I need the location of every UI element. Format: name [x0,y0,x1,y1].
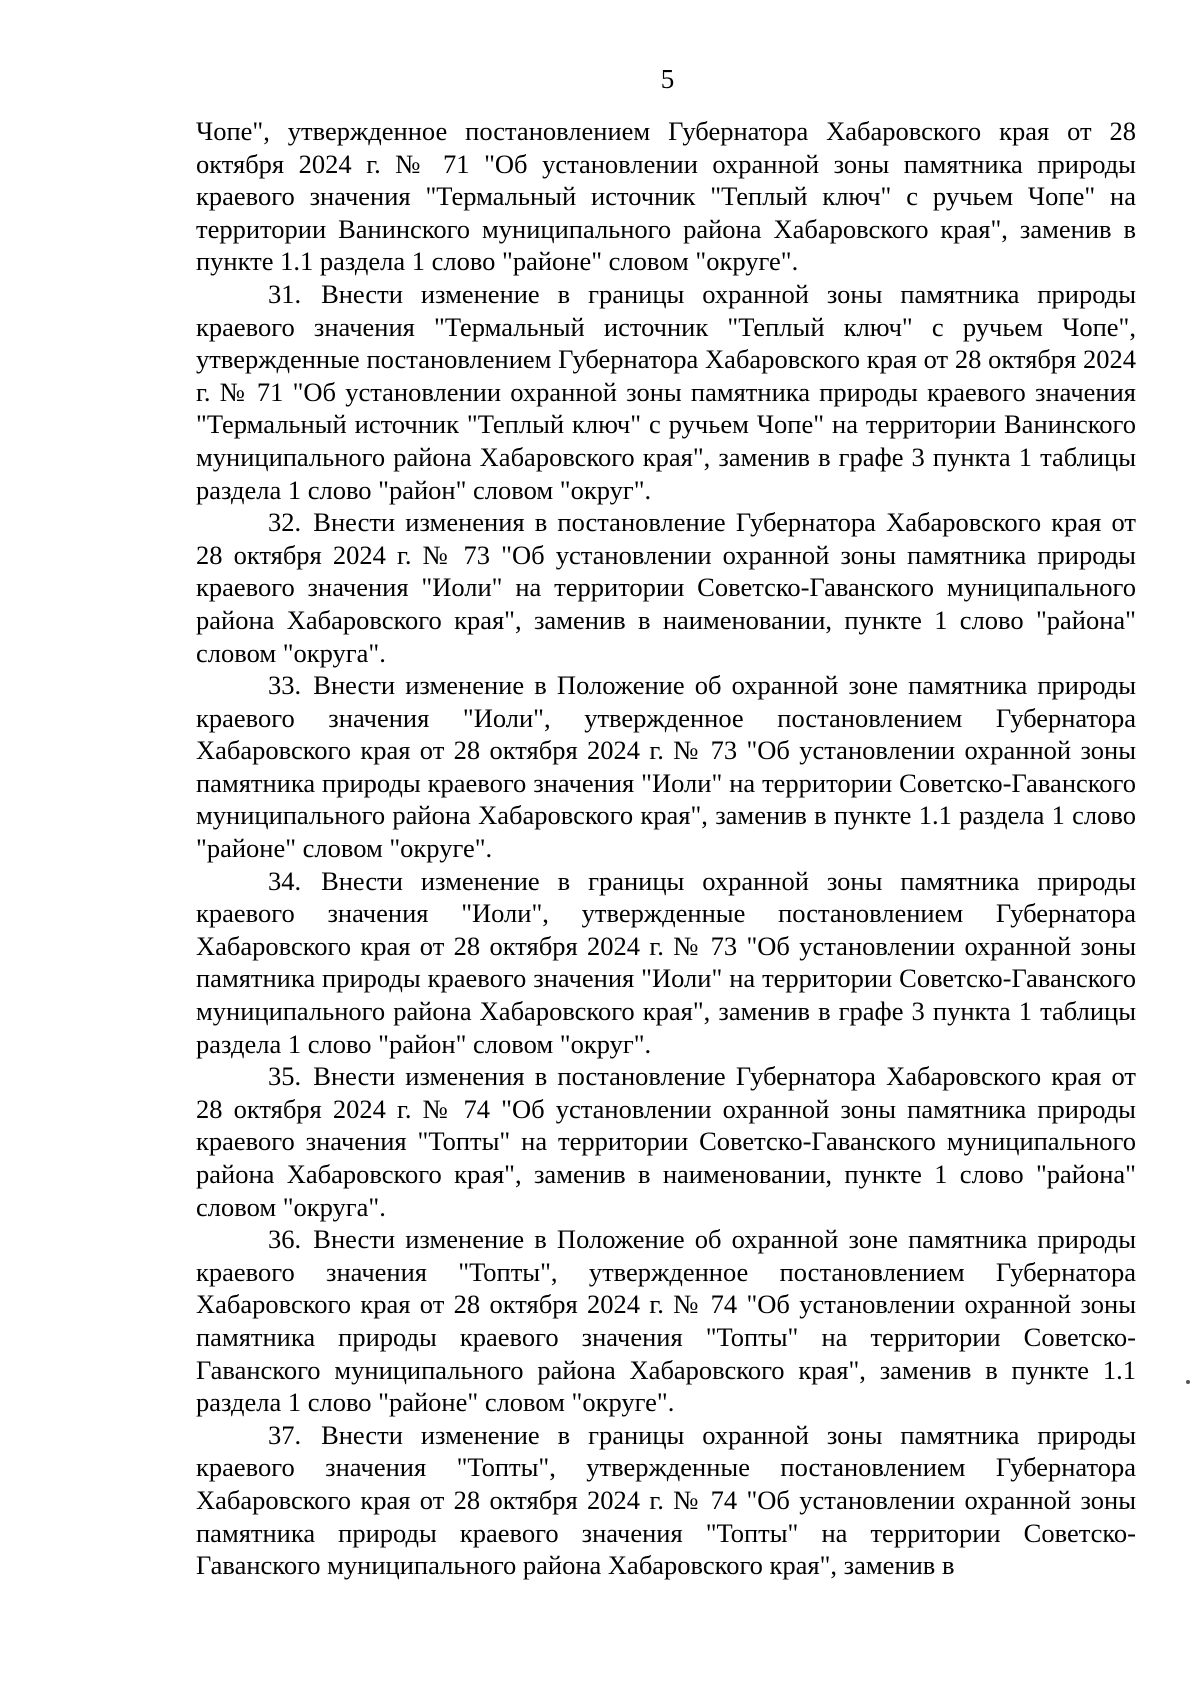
paragraph-item-33 [196,669,1136,865]
item-number: 34. [268,865,302,896]
document-body [196,115,1136,1582]
paragraph-item-35 [196,1060,1136,1223]
paragraph-item-34 [196,865,1136,1061]
item-number: 37. [268,1419,302,1450]
scan-speck [1186,1380,1190,1384]
paragraph-item-32 [196,506,1136,669]
paragraph-text: Внести изменение в границы охранной зоны памятника природы краевого значения "Термальный источник "Теплый ключ" с ручьем Чопе", утвержденные постановлением Губернатора Хабаровского края от 28 октября 2024 г. № 71 "Об установлении охранной зоны памятника природы краевого значения "Термальный источник "Теплый ключ" с ручьем Чопе" на территории Ванинского муниципального района Хабаровского края", заменив в графе 3 пункта 1 таблицы раздела 1 слово "район" словом "округ". [196,278,1137,505]
paragraph-text: Внести изменения в постановление Губернатора Хабаровского края от 28 октября 2024 г. № 74 "Об установлении охранной зоны памятника природы краевого значения "Топты" на территории Советско-Гаванского муниципального района Хабаровского края", заменив в наименовании, пункте 1 слово "района" словом "округа". [196,1061,1136,1222]
paragraph-item-36 [196,1223,1136,1419]
item-number: 35. [268,1061,302,1092]
paragraph-item-37 [196,1419,1136,1582]
item-number: 33. [268,670,302,701]
paragraph-text: Внести изменение в границы охранной зоны памятника природы краевого значения "Иоли", утвержденные постановлением Губернатора Хабаровского края от 28 октября 2024 г. № 73 "Об установлении охранной зоны памятника природы краевого значения "Иоли" на территории Советско-Гаванского муниципального района Хабаровского края", заменив в графе 3 пункта 1 таблицы раздела 1 слово "район" словом "округ". [196,865,1137,1059]
item-number: 36. [268,1224,302,1255]
item-number: 31. [268,278,302,309]
page-number: 5 [660,64,675,94]
paragraph-text: Чопе", утвержденное постановлением Губернатора Хабаровского края от 28 октября 2024 г. № 71 "Об установлении охранной зоны памятника природы краевого значения "Термальный источник "Теплый ключ" с ручьем Чопе" на территории Ванинского муниципального района Хабаровского края", заменив в пункте 1.1 раздела 1 слово "районе" словом "округе". [196,116,1136,277]
paragraph-item-31 [196,278,1136,506]
paragraph-text: Внести изменение в границы охранной зоны памятника природы краевого значения "Топты", утвержденные постановлением Губернатора Хабаровского края от 28 октября 2024 г. № 74 "Об установлении охранной зоны памятника природы краевого значения "Топты" на территории Советско-Гаванского муниципального района Хабаровского края", заменив в [196,1419,1137,1581]
paragraph-text: Внести изменение в Положение об охранной зоне памятника природы краевого значения "Топты", утвержденное постановлением Губернатора Хабаровского края от 28 октября 2024 г. № 74 "Об установлении охранной зоны памятника природы краевого значения "Топты" на территории Советско-Гаванского муниципального района Хабаровского края", заменив в пункте 1.1 раздела 1 слово "районе" словом "округе". [196,1224,1136,1418]
item-number: 32. [268,507,302,538]
paragraph-continuation [196,115,1136,278]
paragraph-text: Внести изменение в Положение об охранной зоне памятника природы краевого значения "Иоли", утвержденное постановлением Губернатора Хабаровского края от 28 октября 2024 г. № 73 "Об установлении охранной зоны памятника природы краевого значения "Иоли" на территории Советско-Гаванского муниципального района Хабаровского края", заменив в пункте 1.1 раздела 1 слово "районе" словом "округе". [196,670,1136,864]
paragraph-text: Внести изменения в постановление Губернатора Хабаровского края от 28 октября 2024 г. № 73 "Об установлении охранной зоны памятника природы краевого значения "Иоли" на территории Советско-Гаванского муниципального района Хабаровского края", заменив в наименовании, пункте 1 слово "района" словом "округа". [196,507,1136,668]
